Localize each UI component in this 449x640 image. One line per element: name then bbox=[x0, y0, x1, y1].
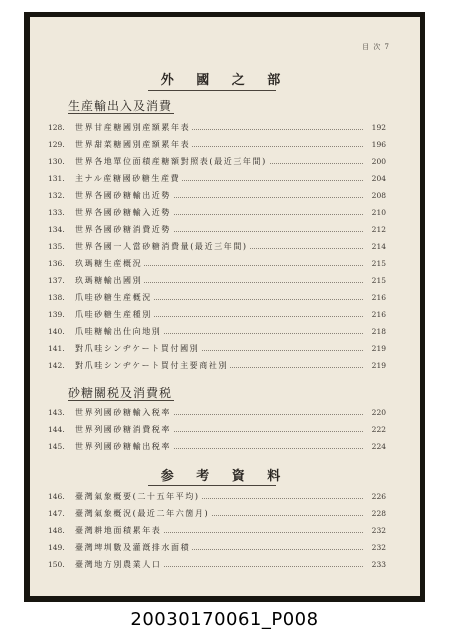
list-item[interactable]: 141. 對爪哇シンヂケート買付國別 219 bbox=[48, 344, 386, 353]
list-item[interactable]: 146. 臺灣氣象概要(二十五年平均) 226 bbox=[48, 492, 386, 501]
list-item[interactable]: 140. 爪哇糖輸出仕向地別 218 bbox=[48, 327, 386, 336]
list-item[interactable]: 134. 世界各國砂糖消費近勢 212 bbox=[48, 225, 386, 234]
list-item[interactable]: 147. 臺灣氣象概況(最近二年六箇月) 228 bbox=[48, 509, 386, 518]
list-item[interactable]: 133. 世界各國砂糖輸入近勢 210 bbox=[48, 208, 386, 217]
group-heading-underline bbox=[68, 113, 174, 114]
image-caption: 20030170061_P008 bbox=[130, 609, 319, 630]
list-item[interactable]: 148. 臺灣耕地面積累年表 232 bbox=[48, 526, 386, 535]
page-number: 目 次 7 bbox=[362, 43, 390, 51]
list-item[interactable]: 143. 世界列國砂糖輸入税率 220 bbox=[48, 408, 386, 417]
list-item[interactable]: 131. 主ナル産糖國砂糖生産費 204 bbox=[48, 174, 386, 183]
list-item[interactable]: 132. 世界各國砂糖輸出近勢 208 bbox=[48, 191, 386, 200]
document-page bbox=[30, 17, 420, 596]
list-item[interactable]: 129. 世界甜菜糖國別産額累年表 196 bbox=[48, 140, 386, 149]
list-item[interactable]: 138. 爪哇砂糖生産概況 216 bbox=[48, 293, 386, 302]
foreign-section-title: 外 國 之 部 bbox=[160, 73, 290, 88]
section-title-underline bbox=[148, 90, 276, 91]
list-item[interactable]: 128. 世界甘産糖國別産額累年表 192 bbox=[48, 123, 386, 132]
list-item[interactable]: 130. 世界各地單位面積産糖額對照表(最近三年間) 200 bbox=[48, 157, 386, 166]
group-heading-underline bbox=[68, 400, 174, 401]
reference-section-title: 参 考 資 料 bbox=[160, 469, 290, 484]
list-item[interactable]: 144. 世界列國砂糖消費税率 222 bbox=[48, 425, 386, 434]
list-item[interactable]: 137. 玖瑪糖輸出國別 215 bbox=[48, 276, 386, 285]
list-item[interactable]: 136. 玖瑪糖生産概況 215 bbox=[48, 259, 386, 268]
group-heading-production: 生産輸出入及消費 bbox=[68, 99, 173, 113]
list-item[interactable]: 149. 臺灣埤圳數及灌漑排水面積 232 bbox=[48, 543, 386, 552]
list-item[interactable]: 145. 世界列國砂糖輸出税率 224 bbox=[48, 442, 386, 451]
list-item[interactable]: 139. 爪哇砂糖生産種別 216 bbox=[48, 310, 386, 319]
list-item[interactable]: 150. 臺灣地方別農業人口 233 bbox=[48, 560, 386, 569]
list-item[interactable]: 135. 世界各國一人當砂糖消費量(最近三年間) 214 bbox=[48, 242, 386, 251]
group-heading-tariff: 砂糖關税及消費税 bbox=[68, 386, 173, 400]
section-title-underline bbox=[148, 485, 276, 486]
list-item[interactable]: 142. 對爪哇シンヂケート買付主要商社別 219 bbox=[48, 361, 386, 370]
